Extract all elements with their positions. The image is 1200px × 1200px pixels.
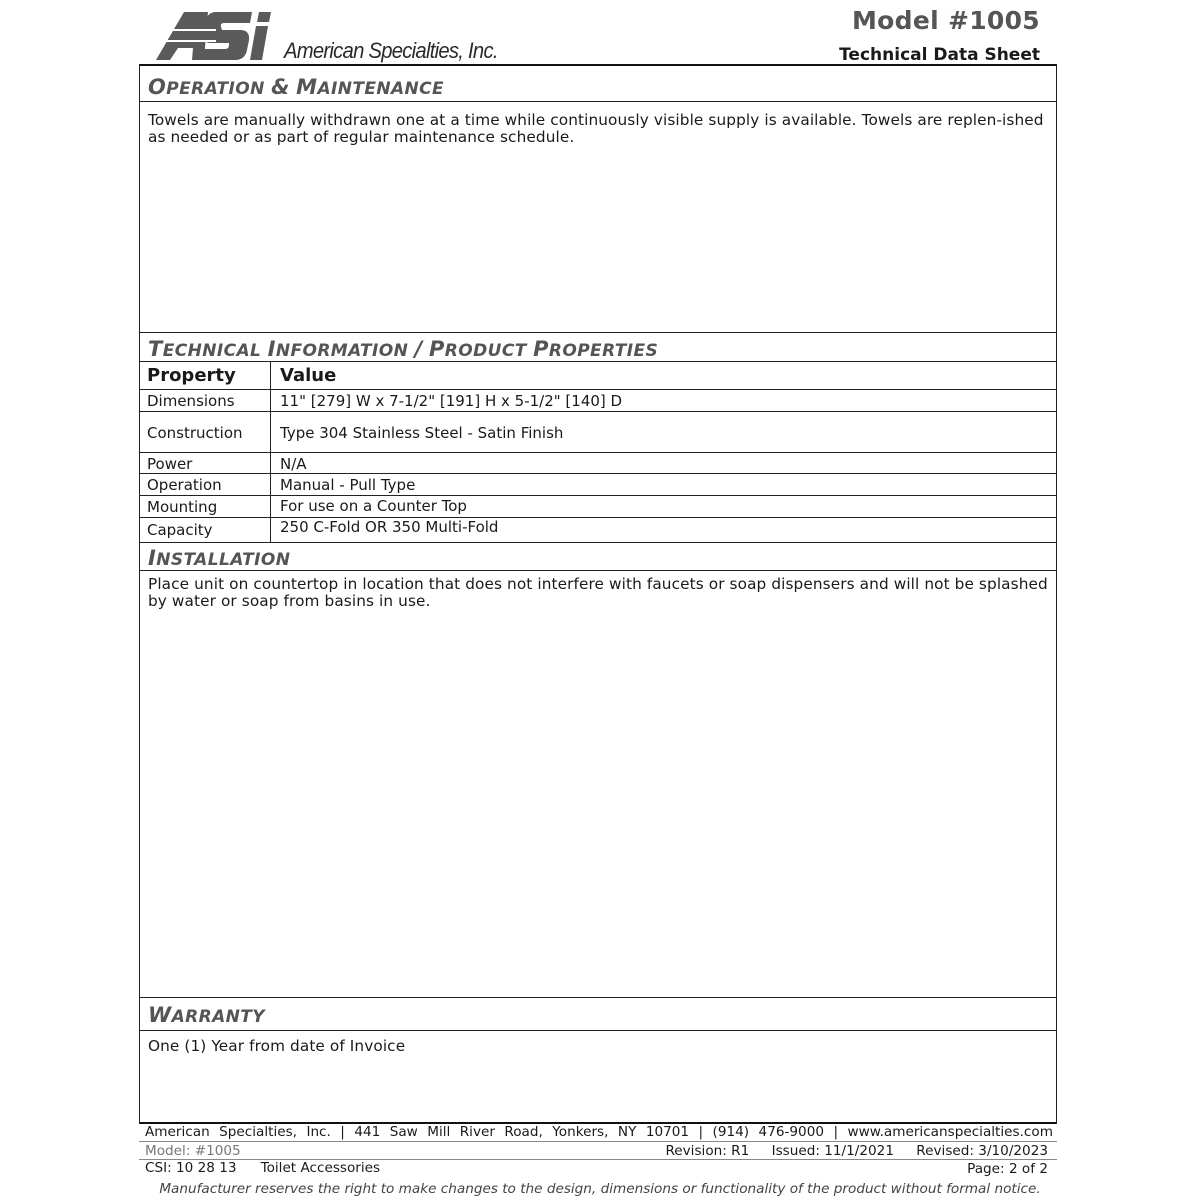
- table-header-row: [140, 361, 1056, 390]
- property-value: Type 304 Stainless Steel - Satin Finish: [280, 424, 564, 442]
- property-value: 250 C-Fold OR 350 Multi-Fold: [280, 518, 499, 536]
- property-name: Mounting: [147, 498, 218, 516]
- divider: [140, 997, 1056, 998]
- value-column-header: Value: [280, 365, 337, 386]
- revised-date: Revised: 3/10/2023: [916, 1143, 1048, 1159]
- property-value: 11" [279] W x 7-1/2" [191] H x 5-1/2" [140] D: [280, 392, 623, 410]
- warranty-text: One (1) Year from date of Invoice: [148, 1037, 406, 1055]
- property-value: For use on a Counter Top: [280, 497, 467, 515]
- data-sheet-frame: [139, 64, 1057, 1124]
- footer-csi: [145, 1160, 380, 1176]
- property-name: Dimensions: [147, 392, 235, 410]
- property-value: Manual - Pull Type: [280, 476, 416, 494]
- product-category: Toilet Accessories: [260, 1160, 381, 1176]
- table-row: [140, 518, 1056, 538]
- divider: [140, 101, 1056, 102]
- installation-text: Place unit on countertop in location that does not interfere with faucets or soap dispensers and will not be splashed by water or soap from basins in use.: [148, 575, 1048, 610]
- divider: [140, 1030, 1056, 1031]
- document-type: Technical Data Sheet: [839, 45, 1040, 65]
- disclaimer: Manufacturer reserves the right to make changes to the design, dimensions or functionality of the product without formal notice.: [159, 1181, 1041, 1197]
- csi-code: CSI: 10 28 13: [145, 1160, 237, 1176]
- technical-information-heading: TECHNICAL INFORMATION / PRODUCT PROPERTIES: [148, 337, 659, 361]
- footer-revision-info: [647, 1143, 1048, 1159]
- operation-maintenance-heading: OPERATION & MAINTENANCE: [148, 75, 445, 99]
- warranty-heading: WARRANTY: [148, 1003, 266, 1027]
- table-row: [140, 390, 1056, 412]
- footer-model: Model: #1005: [145, 1143, 241, 1159]
- model-title: Model #1005: [851, 6, 1040, 35]
- table-row: [140, 496, 1056, 518]
- page-number: Page: 2 of 2: [967, 1161, 1048, 1177]
- operation-text: Towels are manually withdrawn one at a time while continuously visible supply is available. Towels are replen-ished as needed or as part of regular maintenance schedule.: [148, 111, 1044, 146]
- installation-heading: INSTALLATION: [148, 546, 291, 570]
- properties-table: [140, 361, 1056, 542]
- website-link[interactable]: www.americanspecialties.com: [847, 1124, 1053, 1140]
- revision: Revision: R1: [665, 1143, 750, 1159]
- property-name: Power: [147, 455, 193, 473]
- property-name: Operation: [147, 476, 222, 494]
- table-row: [140, 453, 1056, 474]
- property-value: N/A: [280, 455, 307, 473]
- property-name: Capacity: [147, 521, 213, 539]
- divider: [140, 332, 1056, 333]
- asi-logo: [156, 8, 276, 64]
- divider: [140, 570, 1056, 571]
- property-name: Construction: [147, 424, 243, 442]
- table-row: [140, 474, 1056, 496]
- company-address: American Specialties, Inc. | 441 Saw Mill River Road, Yonkers, NY 10701 | (914) 476-9000 | www.americanspecialties.com: [145, 1124, 1053, 1140]
- table-row: [140, 412, 1056, 453]
- company-name: American Specialties, Inc.: [284, 38, 498, 63]
- property-column-header: Property: [147, 365, 236, 386]
- issued-date: Issued: 11/1/2021: [771, 1143, 894, 1159]
- divider: [140, 542, 1056, 543]
- footer-divider: [139, 1141, 1057, 1142]
